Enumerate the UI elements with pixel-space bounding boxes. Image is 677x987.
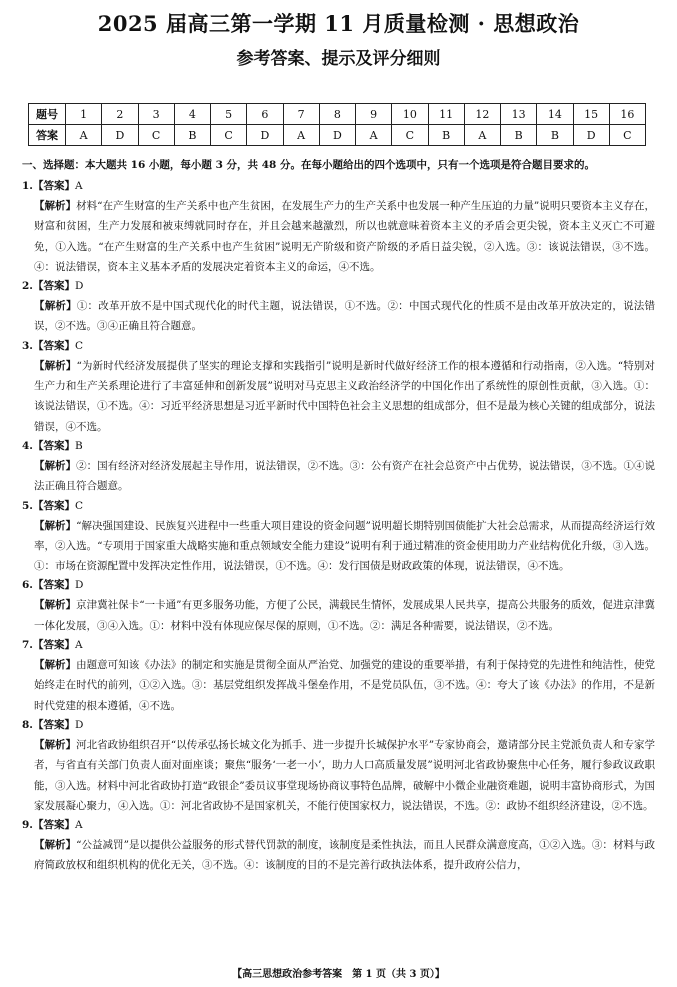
question-item (22, 437, 655, 497)
cell-number: 13 (501, 104, 537, 125)
question-answer: C (74, 339, 84, 352)
cell-answer: D (102, 125, 138, 146)
question-number: 9. (22, 819, 33, 832)
answer-tag: 【答案】 (32, 718, 75, 731)
question-analysis (22, 196, 655, 277)
question-analysis (22, 456, 655, 497)
question-answer-line (22, 497, 655, 516)
cell-answer: D (573, 125, 609, 146)
question-item (22, 497, 655, 577)
question-number: 6. (22, 579, 33, 592)
cell-number: 16 (609, 104, 645, 125)
cell-number: 11 (428, 104, 464, 125)
cell-number: 7 (283, 104, 319, 125)
cell-answer: B (428, 125, 464, 146)
question-number: 4. (22, 439, 33, 452)
analysis-text: “为新时代经济发展提供了坚实的理论支撑和实践指引”说明是新时代做好经济工作的根本遵循和行动指南，②入选。“特别对生产力和生产关系理论进行了丰富延伸和创新发展”说明对马克思主义政治经济学的中国化作出了系统性的原创性贡献，③入选。①：该说法错误，①不选。④：习近平经济思想是习近平新时代中国特色社会主义思想的组成部分，但不是最为核心关键的组成部分，说法错误，④不选。 (34, 359, 655, 433)
question-answer-line (22, 177, 655, 196)
page-footer: 【高三思想政治参考答案 第 1 页（共 3 页）】 (232, 969, 445, 980)
question-answer: D (74, 280, 84, 293)
cell-answer: C (392, 125, 428, 146)
question-analysis (22, 516, 655, 577)
cell-answer: D (319, 125, 355, 146)
answer-tag: 【答案】 (32, 339, 75, 352)
answer-tag: 【答案】 (32, 180, 75, 192)
cell-number: 6 (247, 104, 283, 125)
answer-tag: 【答案】 (32, 819, 75, 832)
answer-table-answer-row (29, 125, 646, 146)
cell-answer: B (174, 125, 210, 146)
cell-number: 3 (138, 104, 174, 125)
cell-answer: C (609, 125, 645, 146)
cell-answer: D (247, 125, 283, 146)
analysis-tag: 【解析】 (34, 659, 77, 672)
analysis-tag: 【解析】 (34, 300, 77, 313)
question-answer-line (22, 277, 655, 296)
answer-tag: 【答案】 (32, 579, 75, 592)
question-number: 2. (22, 280, 33, 293)
question-analysis (22, 296, 655, 337)
cell-number: 15 (573, 104, 609, 125)
analysis-tag: 【解析】 (34, 459, 77, 472)
question-number: 8. (22, 718, 33, 731)
question-number: 5. (22, 499, 33, 512)
cell-number: 5 (211, 104, 247, 125)
cell-answer: A (283, 125, 319, 146)
answer-table-number-row (29, 104, 646, 125)
row-label-answer: 答案 (29, 125, 66, 146)
section-intro: 一、选择题：本大题共 16 小题，每小题 3 分，共 48 分。在每小题给出的四个选项中，只有一个选项是符合题目要求的。 (22, 159, 595, 171)
analysis-text: ①：改革开放不是中国式现代化的时代主题，说法错误，①不选。②：中国式现代化的性质不是由改革开放决定的，说法错误，②不选。③④正确且符合题意。 (34, 300, 655, 333)
cell-number: 8 (319, 104, 355, 125)
cell-number: 9 (356, 104, 392, 125)
analysis-text: ②：国有经济对经济发展起主导作用，说法错误，②不选。③：公有资产在社会总资产中占优势，说法错误，③不选。①④说法正确且符合题意。 (34, 459, 656, 493)
cell-answer: B (501, 125, 537, 146)
cell-number: 4 (174, 104, 210, 125)
question-answer: C (74, 499, 84, 512)
question-item (22, 716, 655, 816)
page-title: 2025 届高三第一学期 11 月质量检测 · 思想政治 (97, 11, 580, 36)
question-answer: A (74, 639, 83, 652)
analysis-text: 材料“在产生财富的生产关系中也产生贫困，在发展生产力的生产关系中也发展一种产生压迫的力量”说明只要资本主义存在，财富和贫困，生产力发展和被束缚就同时存在，并且会越来越激烈，所以也就意味着资本主义的矛盾会更尖锐，资本主义灭亡不可避免，①入选。“在产生财富的生产关系中也产生贫困”说明无产阶级和资产阶级的矛盾日益尖锐，②入选。③：该说法错误，③不选。④：说法错误，资本主义基本矛盾的发展决定着资本主义的命运，④不选。 (34, 200, 656, 273)
analysis-tag: 【解析】 (34, 200, 77, 212)
question-item (22, 576, 655, 636)
cell-answer: C (138, 125, 174, 146)
cell-number: 1 (66, 104, 102, 125)
cell-number: 2 (102, 104, 138, 125)
cell-answer: A (464, 125, 500, 146)
question-analysis (22, 595, 655, 636)
question-answer: A (74, 180, 83, 192)
answer-explanations (22, 177, 655, 876)
analysis-text: 由题意可知该《办法》的制定和实施是贯彻全面从严治党、加强党的建设的重要举措，有利于保持党的先进性和纯洁性，使党始终走在时代的前列，①②入选。③：基层党组织发挥战斗堡垒作用，不是党员队伍，③不选。④：夸大了该《办法》的作用，不是新时代党建的根本遵循，④不选。 (34, 659, 656, 712)
question-answer-line (22, 636, 655, 655)
question-answer-line (22, 716, 655, 735)
question-item (22, 277, 655, 337)
question-number: 3. (22, 339, 33, 352)
answer-tag: 【答案】 (32, 439, 75, 452)
analysis-tag: 【解析】 (34, 738, 77, 751)
question-answer: B (74, 439, 83, 452)
analysis-text: “公益减罚”是以提供公益服务的形式替代罚款的制度，该制度是柔性执法，而且人民群众满意度高，①②入选。③：材料与政府简政放权和组织机构的优化无关，③不选。④：该制度的目的不是完善行政执法体系，提升政府公信力， (34, 839, 656, 872)
answer-table (28, 103, 646, 146)
cell-answer: B (537, 125, 573, 146)
question-answer-line (22, 816, 655, 835)
question-number: 7. (22, 639, 33, 652)
question-item (22, 816, 655, 876)
question-item (22, 177, 655, 277)
analysis-text: “解决强国建设、民族复兴进程中一些重大项目建设的资金问题”说明超长期特别国债能扩大社会总需求，从而提高经济运行效率，②入选。“专项用于国家重大战略实施和重点领域安全能力建设”说明有利于通过精准的资金使用助力产业结构优化升级，③入选。①：市场在资源配置中发挥决定性作用，说法错误，①不选。④：发行国债是财政政策的体现，说法错误，④不选。 (34, 519, 656, 573)
cell-number: 10 (392, 104, 428, 125)
question-analysis (22, 655, 655, 716)
analysis-tag: 【解析】 (34, 839, 77, 852)
cell-answer: C (211, 125, 247, 146)
analysis-tag: 【解析】 (34, 359, 77, 372)
question-answer-line (22, 337, 655, 356)
cell-answer: A (66, 125, 102, 146)
analysis-text: 河北省政协组织召开“以传承弘扬长城文化为抓手、进一步提升长城保护水平”专家协商会，邀请部分民主党派负责人和专家学者，与省直有关部门负责人面对面座谈；聚焦“服务‘一老一小’，助力人口高质量发展”说明河北省政协聚焦中心任务，履行参政议政职能，③入选。材料中河北省政协打造“政银企”委员议事堂现场协商议事特色品牌，破解中小微企业融资难题，说明丰富协商形式，为国家发展凝心聚力，④入选。①：河北省政协不是国家机关，不能行使国家权力，说法错误，不选。②：政协不组织经济建设，②不选。 (34, 738, 656, 812)
answer-tag: 【答案】 (32, 280, 75, 293)
analysis-tag: 【解析】 (34, 519, 77, 532)
analysis-tag: 【解析】 (34, 599, 77, 612)
row-label-number: 题号 (29, 104, 66, 125)
analysis-text: 京津冀社保卡“一卡通”有更多服务功能，方便了公民，满载民生情怀，发展成果人民共享，提高公共服务的质效，促进京津冀一体化发展，③④入选。①：材料中没有体现应保尽保的原则，①不选。②：满足各种需要，说法错误，②不选。 (34, 599, 656, 632)
cell-number: 12 (464, 104, 500, 125)
question-answer: D (74, 718, 84, 731)
question-answer: A (74, 819, 83, 832)
question-number: 1. (22, 180, 33, 192)
question-answer-line (22, 437, 655, 456)
answer-tag: 【答案】 (32, 639, 75, 652)
question-analysis (22, 356, 655, 437)
cell-answer: A (356, 125, 392, 146)
question-answer-line (22, 576, 655, 595)
answer-tag: 【答案】 (32, 499, 75, 512)
question-item (22, 636, 655, 716)
question-item (22, 337, 655, 437)
question-analysis (22, 735, 655, 816)
question-analysis (22, 835, 655, 876)
cell-number: 14 (537, 104, 573, 125)
question-answer: D (74, 579, 84, 592)
page-subtitle: 参考答案、提示及评分细则 (236, 49, 441, 69)
